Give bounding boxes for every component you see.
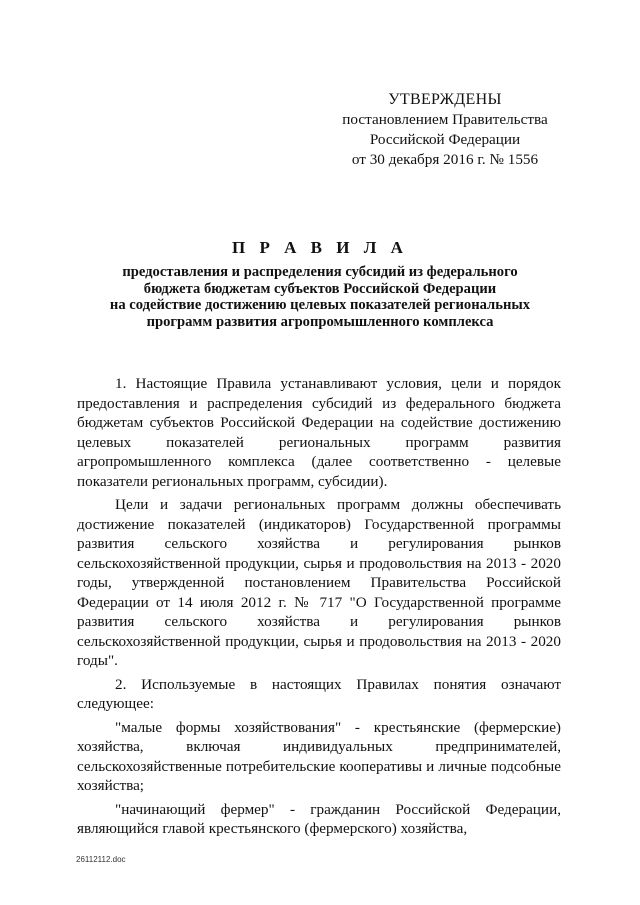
subtitle-line: программ развития агропромышленного комплекса: [146, 313, 494, 330]
definition-beginning-farmer: "начинающий фермер" - гражданин Российской Федерации, являющийся главой крестьянского (фермерского) хозяйства,: [77, 800, 561, 837]
approval-line: постановлением Правительства: [342, 111, 548, 128]
approval-title: УТВЕРЖДЕНЫ: [388, 91, 502, 108]
document-title: П Р А В И Л А: [232, 238, 408, 257]
definition-small-forms: "малые формы хозяйствования" - крестьянские (фермерские) хозяйства, включая индивидуальных предпринимателей, сельскохозяйственные потребительские кооперативы и личные подсобные хозяйства;: [77, 718, 561, 794]
approval-date-number: от 30 декабря 2016 г. № 1556: [351, 151, 539, 168]
footer-filename: 26112112.doc: [76, 855, 126, 864]
document-subtitle: [80, 264, 560, 330]
document-body: [77, 374, 561, 839]
approval-line: Российской Федерации: [369, 131, 521, 148]
subtitle-line: бюджета бюджетам субъектов Российской Федерации: [143, 280, 497, 297]
subtitle-line: на содействие достижению целевых показателей региональных: [109, 297, 531, 313]
paragraph-1: 1. Настоящие Правила устанавливают условия, цели и порядок предоставления и распределения субсидий из федерального бюджета бюджетам субъектов Российской Федерации на содействие достижению целевых показателей региональных программ развития агропромышленного комплекса (далее соответственно - целевые показатели региональных программ, субсидии).: [77, 375, 561, 490]
paragraph-goals: Цели и задачи региональных программ должны обеспечивать достижение показателей (индикаторов) Государственной программы развития сельского хозяйства и регулирования рынков сельскохозяйственной продукции, сырья и продовольствия на 2013 - 2020 годы, утвержденной постановлением Правительства Российской Федерации от 14 июля 2012 г. № 717 "О Государственной программе развития сельского хозяйства и регулирования рынков сельскохозяйственной продукции, сырья и продовольствия на 2013 - 2020 годы".: [77, 496, 561, 669]
subtitle-line: предоставления и распределения субсидий из федерального: [122, 264, 518, 280]
approval-block: [330, 90, 560, 170]
paragraph-2: 2. Используемые в настоящих Правилах понятия означают следующее:: [77, 675, 561, 712]
